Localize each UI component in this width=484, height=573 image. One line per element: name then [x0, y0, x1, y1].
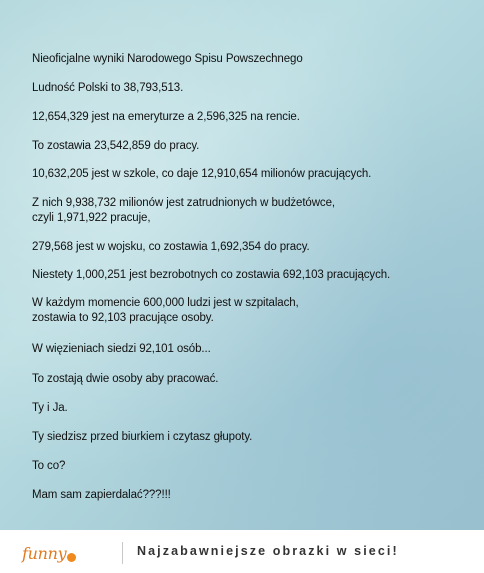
note-line: zostawia to 92,103 pracujące osoby. — [32, 312, 214, 324]
note-line: 12,654,329 jest na emeryturze a 2,596,325 na rencie. — [32, 111, 300, 123]
note-line: Ty siedzisz przed biurkiem i czytasz głupoty. — [32, 431, 253, 443]
logo-text: funny — [22, 543, 67, 563]
logo-dot-icon — [67, 553, 76, 562]
note-line: czyli 1,971,922 pracuje, — [32, 212, 151, 224]
note-line: Ludność Polski to 38,793,513. — [32, 82, 184, 94]
footer-divider — [122, 542, 123, 564]
note-line: To zostają dwie osoby aby pracować. — [32, 373, 219, 385]
note-line: Niestety 1,000,251 jest bezrobotnych co zostawia 692,103 pracujących. — [32, 269, 391, 281]
note-line: Z nich 9,938,732 milionów jest zatrudnionych w budżetówce, — [32, 197, 335, 209]
note-line: To co? — [32, 460, 66, 472]
note-line: W każdym momencie 600,000 ludzi jest w szpitalach, — [32, 297, 299, 309]
site-tagline: Najzabawniejsze obrazki w sieci! — [137, 544, 399, 558]
site-logo[interactable] — [22, 540, 76, 566]
note-line: 279,568 jest w wojsku, co zostawia 1,692,354 do pracy. — [32, 241, 310, 253]
note-line: W więzieniach siedzi 92,101 osób... — [32, 343, 211, 355]
note-line: To zostawia 23,542,859 do pracy. — [32, 140, 200, 152]
site-footer — [0, 530, 484, 573]
note-line: Ty i Ja. — [32, 402, 68, 414]
note-line: Mam sam zapierdalać???!!! — [32, 489, 171, 501]
note-title: Nieoficjalne wyniki Narodowego Spisu Powszechnego — [32, 53, 303, 65]
note-line: 10,632,205 jest w szkole, co daje 12,910,654 milionów pracujących. — [32, 168, 372, 180]
